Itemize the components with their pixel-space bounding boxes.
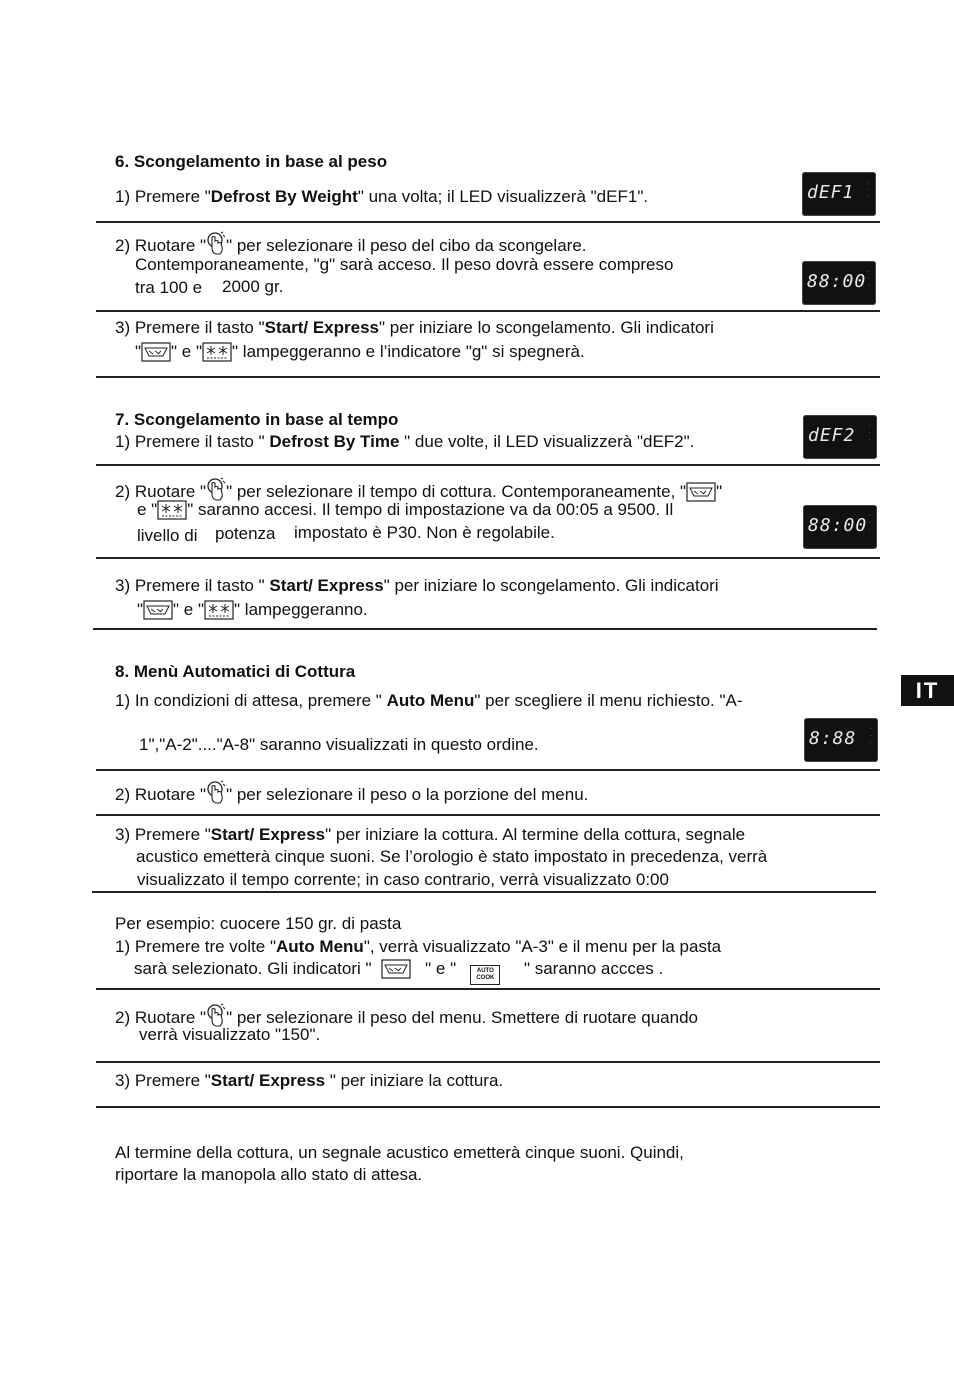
divider <box>96 814 880 816</box>
led-display-text: dEF2 <box>808 425 856 446</box>
divider <box>96 988 880 990</box>
footer-line-1: Al termine della cottura, un segnale acustico emetterà cinque suoni. Quindi, <box>115 1143 684 1162</box>
led-side-labels: · · · <box>869 513 871 533</box>
footer-line-2: riportare la manopola allo stato di attesa. <box>115 1165 423 1184</box>
knob-icon <box>206 780 226 806</box>
knob-icon <box>206 231 226 257</box>
led-display-text: 8:88 <box>809 728 857 749</box>
example-step-2-line-1: 2) Ruotare " " per selezionare il peso del menu. Smettere di ruotare quando <box>115 1003 698 1029</box>
divider <box>96 376 880 378</box>
divider <box>96 557 880 559</box>
section-8-step-3-line-2: acustico emetterà cinque suoni. Se l’orologio è stato impostato in precedenza, verrà <box>136 847 768 866</box>
section-6-step-3-line-1: 3) Premere il tasto "Start/ Express" per iniziare lo scongelamento. Gli indicatori <box>115 318 714 337</box>
led-display-text: 88:00 <box>808 515 868 536</box>
section-7-step-2-line-3b: potenza <box>215 524 276 543</box>
led-display-weight <box>802 261 876 305</box>
led-display-text: dEF1 <box>807 182 855 203</box>
section-7-step-1: 1) Premere il tasto " Defrost By Time " due volte, il LED visualizzerà "dEF2". <box>115 432 695 451</box>
section-7-title: 7. Scongelamento in base al tempo <box>115 410 399 429</box>
led-side-labels: · · · <box>870 726 872 746</box>
led-side-labels: · · · <box>868 180 870 200</box>
led-side-labels: · · · <box>868 269 870 289</box>
snowflake-icon <box>202 342 232 362</box>
auto-cook-label: AUTO <box>476 968 494 974</box>
led-display-def1 <box>802 172 876 216</box>
section-6-step-2-line-1: 2) Ruotare " " per selezionare il peso del cibo da scongelare. <box>115 231 587 257</box>
section-7-step-3-line-2: " " e " " lampeggeranno. <box>137 600 368 619</box>
section-7-step-3-line-1: 3) Premere il tasto " Start/ Express" per iniziare lo scongelamento. Gli indicatori <box>115 576 719 595</box>
led-display-def2 <box>803 415 877 459</box>
defrost-dish-icon <box>143 600 173 620</box>
example-step-3: 3) Premere "Start/ Express " per iniziare la cottura. <box>115 1071 504 1090</box>
section-8-step-2: 2) Ruotare " " per selezionare il peso o la porzione del menu. <box>115 780 588 806</box>
language-tab: IT <box>901 675 954 706</box>
section-8-step-1-line-1: 1) In condizioni di attesa, premere " Auto Menu" per scegliere il menu richiesto. "A- <box>115 691 743 710</box>
section-8-title: 8. Menù Automatici di Cottura <box>115 662 356 681</box>
divider <box>96 310 880 312</box>
led-side-labels: · · · <box>869 423 871 443</box>
section-6-step-2-line-3a: tra 100 e <box>135 278 203 297</box>
section-6-step-2-line-3b: 2000 gr. <box>222 277 284 296</box>
example-intro: Per esempio: cuocere 150 gr. di pasta <box>115 914 402 933</box>
section-6-step-3-line-2: " " e " " lampeggeranno e l’indicatore "g" si spegnerà. <box>135 342 585 361</box>
divider <box>96 1106 880 1108</box>
defrost-dish-icon <box>686 482 716 502</box>
section-8-step-3-line-3: visualizzato il tempo corrente; in caso contrario, verrà visualizzato 0:00 <box>137 870 669 889</box>
example-step-1-line-2: sarà selezionato. Gli indicatori " " e " AUTO COOK " saranno accces . <box>134 959 663 985</box>
section-6-step-1: 1) Premere "Defrost By Weight" una volta; il LED visualizzerà "dEF1". <box>115 187 649 206</box>
section-6-step-2-line-2: Contemporaneamente, "g" sarà acceso. Il peso dovrà essere compreso <box>135 255 674 274</box>
led-display-time <box>803 505 877 549</box>
section-7-step-2-line-2: e " " saranno accesi. Il tempo di impostazione va da 00:05 a 9500. Il <box>137 500 674 519</box>
divider <box>93 628 877 630</box>
divider <box>96 221 880 223</box>
section-8-step-3-line-1: 3) Premere "Start/ Express" per iniziare la cottura. Al termine della cottura, segnale <box>115 825 746 844</box>
led-display-auto-menu <box>804 718 878 762</box>
divider <box>96 464 880 466</box>
led-display-text: 88:00 <box>807 271 867 292</box>
example-step-1-line-1: 1) Premere tre volte "Auto Menu", verrà visualizzato "A-3" e il menu per la pasta <box>115 937 722 956</box>
example-step-2-line-2: verrà visualizzato "150". <box>139 1025 321 1044</box>
divider <box>96 769 880 771</box>
snowflake-icon <box>204 600 234 620</box>
section-6-title: 6. Scongelamento in base al peso <box>115 152 388 171</box>
auto-cook-icon <box>470 965 500 985</box>
section-8-step-1-line-2: 1","A-2"...."A-8" saranno visualizzati in questo ordine. <box>139 735 539 754</box>
snowflake-icon <box>157 500 187 520</box>
defrost-dish-icon <box>141 342 171 362</box>
section-7-step-2-line-3a: livello di <box>137 526 198 545</box>
divider <box>92 891 876 893</box>
section-7-step-2-line-1: 2) Ruotare " " per selezionare il tempo di cottura. Contemporaneamente, " " <box>115 477 722 503</box>
divider <box>96 1061 880 1063</box>
defrost-dish-icon <box>381 959 411 979</box>
auto-cook-label: COOK <box>476 975 495 981</box>
section-7-step-2-line-3c: impostato è P30. Non è regolabile. <box>294 523 555 542</box>
